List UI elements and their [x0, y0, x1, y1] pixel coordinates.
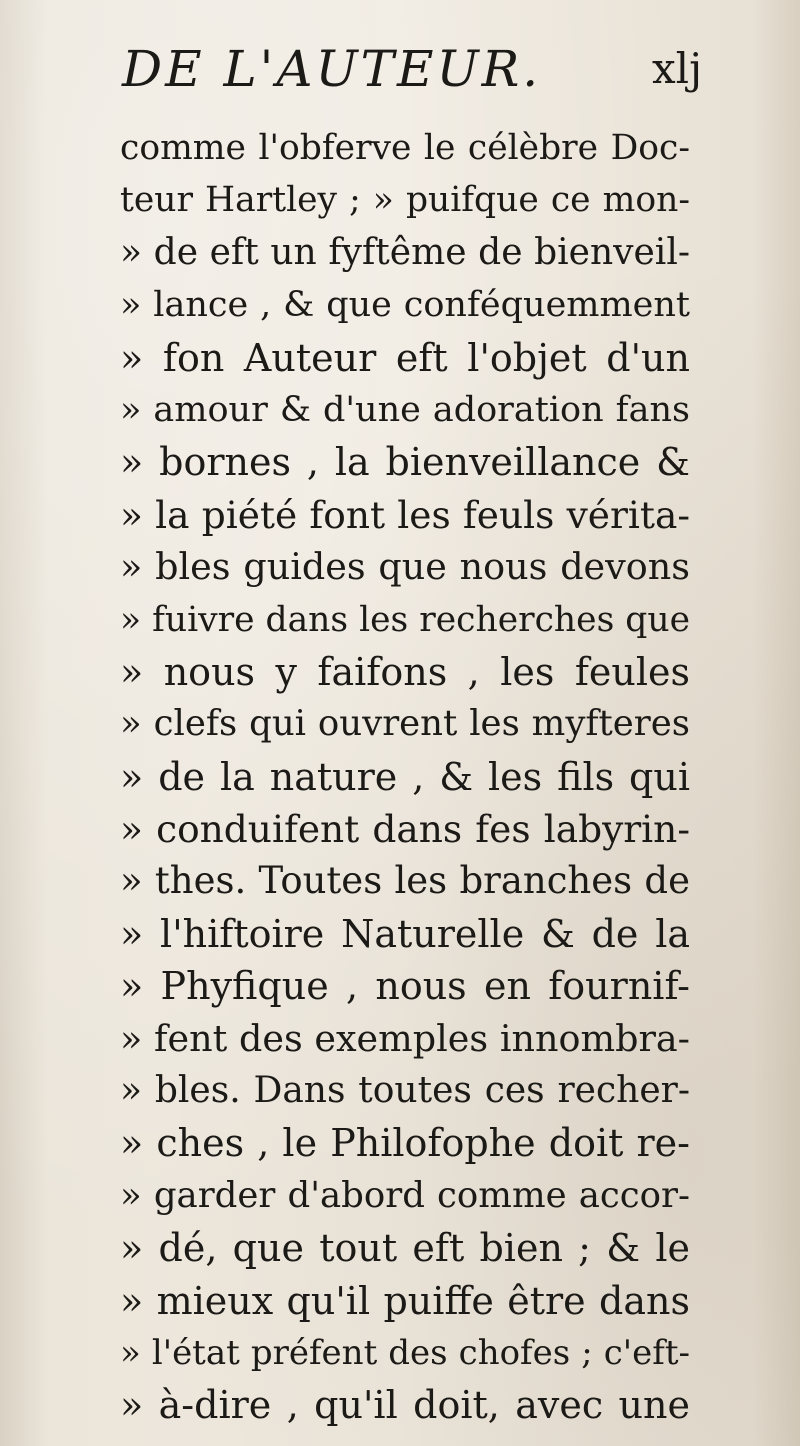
text-line: » ches , le Philofophe doit re-: [120, 1121, 690, 1166]
text-line: » fent des exemples innombra-: [120, 1016, 690, 1060]
text-line: » thes. Toutes les branches de: [120, 859, 690, 903]
text-line: » lance , & que conféquemment: [120, 285, 690, 326]
text-line: » mieux qu'il puiffe être dans: [120, 1278, 690, 1323]
text-line: comme l'obferve le célèbre Doc-: [120, 128, 690, 168]
page-header: [0, 40, 800, 110]
page-number: xlj: [652, 44, 703, 93]
text-line: » Phyfique , nous en fournif-: [120, 964, 690, 1009]
text-line: » l'état préfent des chofes ; c'eft-: [120, 1332, 690, 1373]
text-line: » bornes , la bienveillance &: [120, 440, 690, 485]
text-line: » la piété font les feuls vérita-: [120, 492, 690, 537]
text-line: » amour & d'une adoration fans: [120, 389, 690, 430]
body-text: [120, 122, 690, 1432]
text-line: » garder d'abord comme accor-: [120, 1174, 690, 1216]
text-line: » nous y faifons , les feules: [120, 649, 690, 694]
text-line: » dé, que tout eft bien ; & le: [120, 1226, 690, 1271]
text-line: teur Hartley ; » puifque ce mon-: [120, 180, 690, 221]
text-line: » de eft un fyftême de bienveil-: [120, 231, 690, 273]
text-line: » conduifent dans fes labyrin-: [120, 807, 690, 852]
text-line: » l'hiftoire Naturelle & de la: [120, 911, 690, 956]
text-line: » bles guides que nous devons: [120, 545, 690, 589]
text-line: » à-dire , qu'il doit, avec une: [120, 1383, 690, 1428]
text-line: » fon Auteur eft l'objet d'un: [120, 335, 690, 380]
text-line: » bles. Dans toutes ces recher-: [120, 1070, 690, 1112]
text-line: » de la nature , & les fils qui: [120, 754, 690, 799]
text-line: » clefs qui ouvrent les myfteres: [120, 703, 690, 745]
text-line: » fuivre dans les recherches que: [120, 599, 690, 640]
running-title: DE L'AUTEUR.: [122, 40, 542, 98]
